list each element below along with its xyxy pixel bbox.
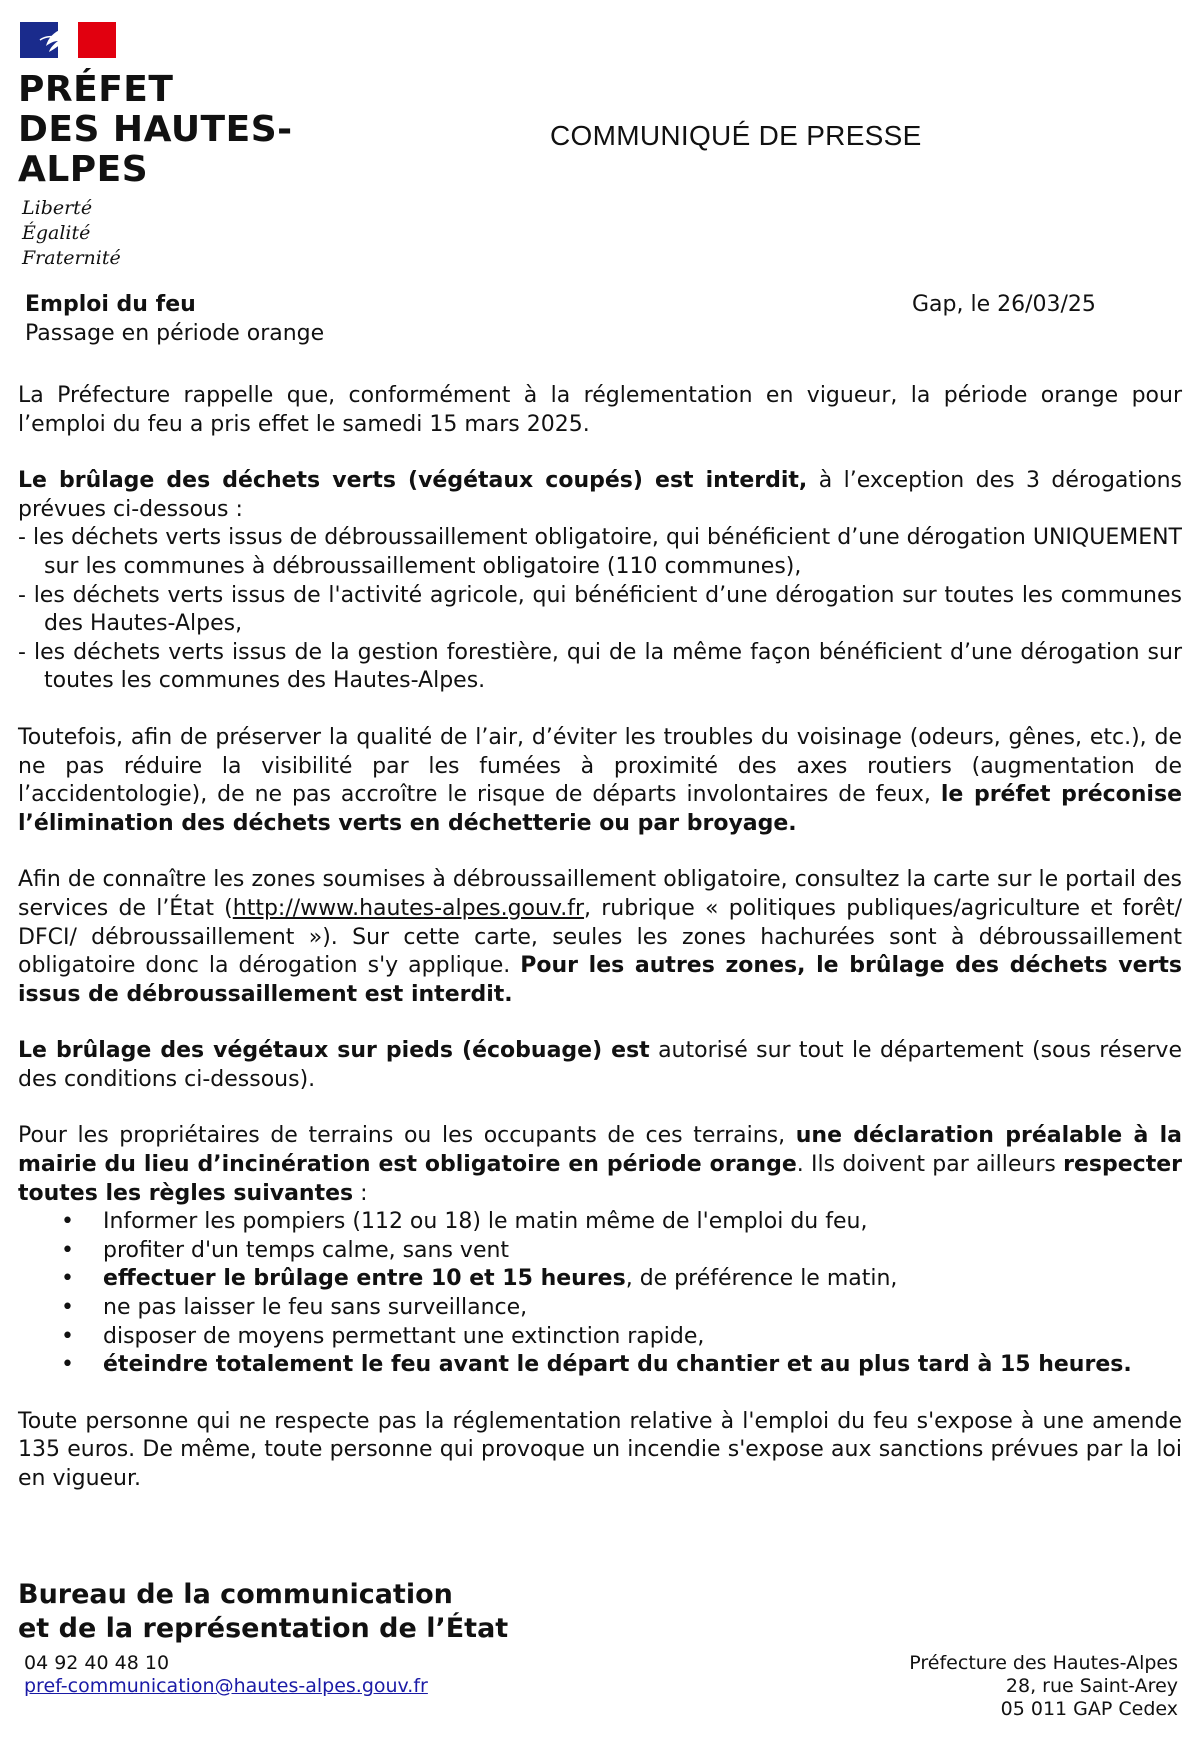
burning-ban-lead: [18, 467, 1182, 524]
bullet-icon: •: [61, 1266, 74, 1292]
rule-text: disposer de moyens permettant une extinction rapide,: [103, 1323, 705, 1349]
zones-text-cont: , rubrique « politiques publiques/agriculture et forêt/ DFCI/ débroussaillement »). Sur cette carte, seules les zones hachurées sont à débroussaillement obligatoire donc la dérogation s'y applique.: [18, 895, 1182, 979]
flag-red-band: [78, 22, 116, 58]
devise-egalite: Égalité: [22, 222, 91, 244]
flag-blue-band: [20, 22, 58, 58]
bullet-icon: •: [61, 1295, 74, 1321]
bullet-icon: •: [61, 1323, 74, 1349]
subject-subtitle: Passage en période orange: [25, 321, 325, 346]
rules-intro-paragraph: [18, 1122, 1182, 1208]
contact-block: [24, 1652, 428, 1698]
rule-item: [61, 1265, 1182, 1294]
burning-ban-text: à l’exception des 3 dérogations prévues ci-dessous :: [18, 468, 1182, 522]
ecobuage-emphasis: Le brûlage des végétaux sur pieds (écobuage) est: [18, 1038, 650, 1064]
recommendation-paragraph: [18, 724, 1182, 838]
bullet-icon: •: [61, 1352, 74, 1378]
intro-paragraph: La Préfecture rappelle que, conformément à la réglementation en vigueur, la période orange pour l’emploi du feu a pris effet le samedi 15 mars 2025.: [18, 383, 1182, 437]
rule-text: profiter d'un temps calme, sans vent: [103, 1237, 510, 1263]
rule-item: [61, 1323, 1182, 1352]
bullet-icon: •: [61, 1209, 74, 1235]
bullet-icon: •: [61, 1237, 74, 1263]
prefecture-website-link[interactable]: http://www.hautes-alpes.gouv.fr: [232, 895, 585, 921]
address-line: 05 011 GAP Cedex: [1000, 1698, 1178, 1720]
flag-white-band: [58, 22, 77, 58]
postal-address: [909, 1652, 1178, 1721]
derogations-list: [18, 524, 1182, 696]
declaration-emphasis: une déclaration préalable à la mairie du lieu d’incinération est obligatoire en période orange: [18, 1123, 1183, 1178]
rules-intro-text: Pour les propriétaires de terrains ou les occupants de ces terrains,: [18, 1123, 796, 1149]
prefet-title: [18, 70, 318, 190]
zones-emphasis: Pour les autres zones, le brûlage des déchets verts issus de débroussaillement est interdit.: [18, 953, 1183, 1007]
zones-text: Afin de connaître les zones soumises à débroussaillement obligatoire, consultez la carte sur le portail des services de l’État (: [18, 867, 1182, 921]
sanctions-paragraph: Toute personne qui ne respecte pas la réglementation relative à l'emploi du feu s'expose à une amende 135 euros. De même, toute personne qui provoque un incendie s'expose aux sanctions prévues par la loi en vigueur.: [18, 1408, 1182, 1491]
ecobuage-paragraph: [18, 1037, 1182, 1094]
prefet-line: DES HAUTES-: [18, 109, 293, 150]
devise-fraternite: Fraternité: [22, 247, 121, 269]
burning-ban-emphasis: Le brûlage des déchets verts (végétaux coupés) est interdit,: [18, 468, 808, 494]
issuing-office: [18, 1578, 508, 1646]
devise: [22, 196, 121, 271]
subject-title: Emploi du feu: [25, 292, 196, 317]
issuing-office-line1: Bureau de la communication: [18, 1579, 453, 1610]
rules-intro-end: :: [353, 1180, 368, 1206]
document-type-heading: COMMUNIQUÉ DE PRESSE: [550, 120, 922, 151]
rule-emphasis: effectuer le brûlage entre 10 et 15 heures: [103, 1266, 626, 1292]
prefet-line: PRÉFET: [18, 69, 174, 110]
rule-emphasis: éteindre totalement le feu avant le départ du chantier et au plus tard à 15 heures.: [103, 1352, 1132, 1378]
issuing-office-line2: et de la représentation de l’État: [18, 1613, 509, 1644]
rule-item: [61, 1208, 1182, 1237]
rule-item: [61, 1351, 1182, 1380]
derogation-item: - les déchets verts issus de la gestion forestière, qui de la même façon bénéficient d’une dérogation sur toutes les communes des Hautes-Alpes.: [18, 639, 1182, 694]
address-line: 28, rue Saint-Arey: [1005, 1675, 1178, 1697]
rules-emphasis: respecter toutes les règles suivantes: [18, 1152, 1182, 1206]
zones-paragraph: [18, 866, 1182, 1009]
rule-item: [61, 1237, 1182, 1266]
contact-phone: 04 92 40 48 10: [24, 1652, 170, 1674]
rules-list: [18, 1208, 1182, 1380]
derogation-item: - les déchets verts issus de l'activité agricole, qui bénéficient d’une dérogation sur toutes les communes des Hautes-Alpes,: [18, 582, 1182, 637]
rule-text: , de préférence le matin,: [625, 1266, 898, 1292]
rule-item: [61, 1294, 1182, 1323]
recommendation-emphasis: le préfet préconise l’élimination des déchets verts en déchetterie ou par broyage.: [18, 782, 1182, 836]
prefet-line: ALPES: [18, 149, 149, 190]
derogation-item: - les déchets verts issus de débroussaillement obligatoire, qui bénéficient d’une dérogation UNIQUEMENT sur les communes à débroussaillement obligatoire (110 communes),: [18, 525, 1182, 579]
address-line: Préfecture des Hautes-Alpes: [909, 1652, 1178, 1674]
rule-text: Informer les pompiers (112 ou 18) le matin même de l'emploi du feu,: [103, 1209, 868, 1235]
rules-intro-mid: . Ils doivent par ailleurs: [796, 1152, 1064, 1178]
republique-francaise-logo: [20, 22, 116, 58]
burning-ban-section: [18, 467, 1182, 696]
press-release-body: [18, 382, 1182, 1522]
rule-text: ne pas laisser le feu sans surveillance,: [103, 1295, 528, 1321]
recommendation-text: Toutefois, afin de préserver la qualité de l’air, d’éviter les troubles du voisinage (odeurs, gênes, etc.), de ne pas réduire la visibilité par les fumées à proximité des axes routiers (augmentation de l’accidentologie), de ne pas accroître le risque de départs involontaires de feux,: [18, 724, 1182, 808]
ecobuage-text: autorisé sur tout le département (sous réserve des conditions ci-dessous).: [18, 1038, 1182, 1092]
document-date: Gap, le 26/03/25: [912, 292, 1096, 317]
subject-block: [25, 290, 324, 348]
devise-liberte: Liberté: [22, 197, 93, 219]
contact-email-link[interactable]: pref-communication@hautes-alpes.gouv.fr: [24, 1675, 428, 1697]
